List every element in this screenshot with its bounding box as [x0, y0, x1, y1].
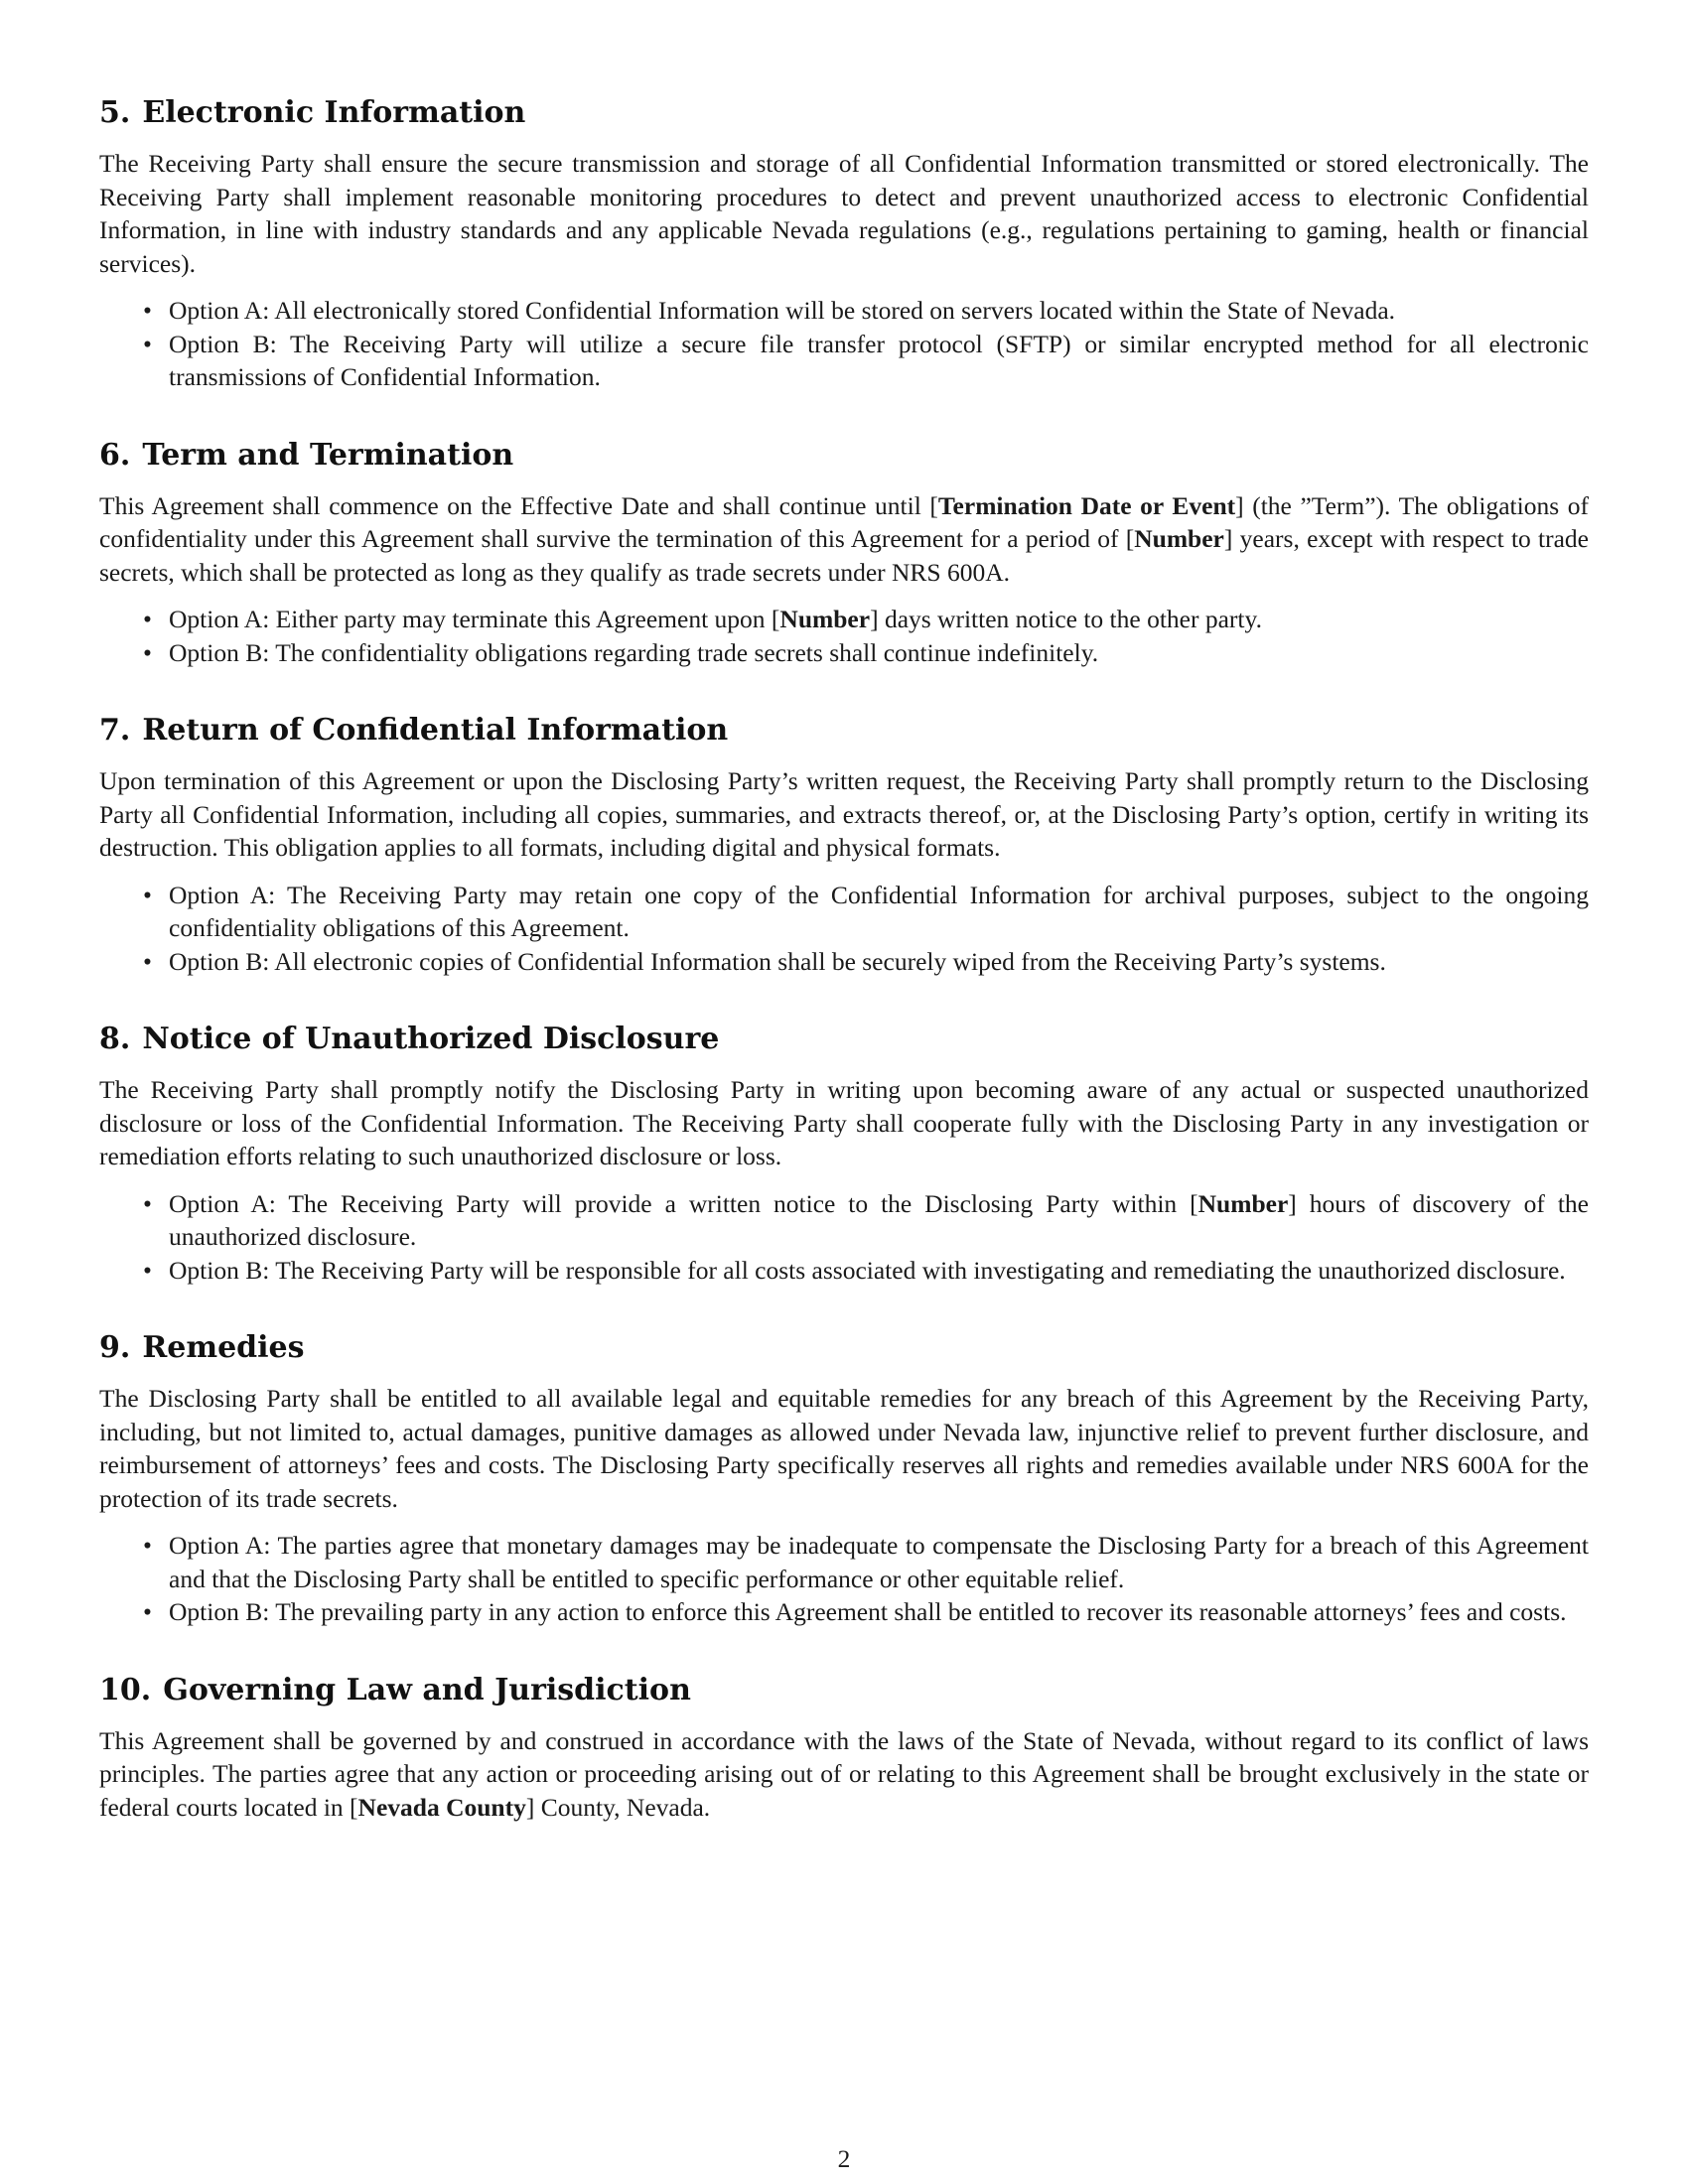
placeholder-number: Number	[1134, 524, 1224, 553]
document-page	[99, 93, 1589, 1865]
section-term-and-termination	[99, 436, 1589, 670]
section-heading: 6. Term and Termination	[99, 437, 514, 473]
section-governing-law	[99, 1671, 1589, 1825]
option-a: • Option A: All electronically stored Confidential Information will be stored on servers located within the State of Nevada.	[169, 294, 1589, 328]
option-a: • Option A: Either party may terminate this Agreement upon [Number] days written notice to the other party.	[169, 603, 1589, 636]
option-b: • Option B: The Receiving Party will utilize a secure file transfer protocol (SFTP) or similar encrypted method for all electronic transmissions of Confidential Information.	[169, 328, 1589, 394]
section-heading: 5. Electronic Information	[99, 95, 526, 130]
placeholder-county: Nevada County	[357, 1792, 526, 1822]
option-b: • Option B: The prevailing party in any action to enforce this Agreement shall be entitled to recover its reasonable attorneys’ fees and costs.	[169, 1595, 1589, 1629]
section-heading: 9. Remedies	[99, 1330, 305, 1365]
section-body: This Agreement shall be governed by and construed in accordance with the laws of the State of Nevada, without regard to its conflict of laws principles. The parties agree that any action or proceeding arising out of or relating to this Agreement shall be brought exclusively in the state or federal courts located in [Nevada County] County, Nevada.	[99, 1725, 1589, 1822]
page-number: 2	[837, 2144, 851, 2173]
options-list	[99, 1529, 1589, 1629]
section-body: The Receiving Party shall promptly notify the Disclosing Party in writing upon becoming aware of any actual or suspected unauthorized disclosure or loss of the Confidential Information. The Receiving Party shall cooperate fully with the Disclosing Party in any investigation or remediation efforts relating to such unauthorized disclosure or loss.	[99, 1075, 1589, 1170]
option-a: • Option A: The Receiving Party may retain one copy of the Confidential Information for archival purposes, subject to the ongoing confidentiality obligations of this Agreement.	[169, 879, 1589, 945]
section-return-of-confidential-information	[99, 711, 1589, 978]
section-body: The Disclosing Party shall be entitled to all available legal and equitable remedies for any breach of this Agreement by the Receiving Party, including, but not limited to, actual damages, punitive damages as allowed under Nevada law, injunctive relief to prevent further disclosure, and reimbursement of attorneys’ fees and costs. The Disclosing Party specifically reserves all rights and remedies available under NRS 600A for the protection of its trade secrets.	[99, 1384, 1589, 1513]
section-remedies	[99, 1328, 1589, 1629]
section-body: The Receiving Party shall ensure the secure transmission and storage of all Confidential Information transmitted or stored electronically. The Receiving Party shall implement reasonable monitoring procedures to detect and prevent unauthorized access to electronic Confidential Information, in line with industry standards and any applicable Nevada regulations (e.g., regulations pertaining to gaming, health or financial services).	[99, 149, 1589, 278]
options-list	[99, 1187, 1589, 1288]
section-heading: 7. Return of Confidential Information	[99, 713, 729, 748]
options-list	[99, 879, 1589, 979]
option-a: • Option A: The parties agree that monetary damages may be inadequate to compensate the Disclosing Party for a breach of this Agreement and that the Disclosing Party shall be entitled to specific performance or other equitable relief.	[169, 1529, 1589, 1595]
section-heading: 8. Notice of Unauthorized Disclosure	[99, 1022, 720, 1056]
section-heading: 10. Governing Law and Jurisdiction	[99, 1672, 691, 1707]
placeholder-number: Number	[1197, 1188, 1289, 1218]
section-electronic-information	[99, 93, 1589, 394]
option-b: • Option B: All electronic copies of Confidential Information shall be securely wiped from the Receiving Party’s systems.	[169, 945, 1589, 979]
placeholder-number: Number	[779, 605, 871, 633]
option-a: • Option A: The Receiving Party will provide a written notice to the Disclosing Party within [Number] hours of discovery of the unauthorized disclosure.	[169, 1187, 1589, 1254]
option-b: • Option B: The Receiving Party will be responsible for all costs associated with investigating and remediating the unauthorized disclosure.	[169, 1254, 1589, 1288]
options-list	[99, 603, 1589, 669]
section-body: This Agreement shall commence on the Effective Date and shall continue until [Termination Date or Event] (the ”Term”). The obligations of confidentiality under this Agreement shall survive the termination of this Agreement for a period of [Number] years, except with respect to trade secrets, which shall be protected as long as they qualify as trade secrets under NRS 600A.	[99, 490, 1589, 587]
section-notice-of-unauthorized-disclosure	[99, 1020, 1589, 1287]
placeholder-termination-date: Termination Date or Event	[937, 490, 1236, 520]
options-list	[99, 294, 1589, 394]
option-b: • Option B: The confidentiality obligations regarding trade secrets shall continue indefinitely.	[169, 636, 1589, 670]
section-body: Upon termination of this Agreement or upon the Disclosing Party’s written request, the Receiving Party shall promptly return to the Disclosing Party all Confidential Information, including all copies, summaries, and extracts thereof, or, at the Disclosing Party’s option, certify in writing its destruction. This obligation applies to all formats, including digital and physical formats.	[99, 766, 1589, 862]
